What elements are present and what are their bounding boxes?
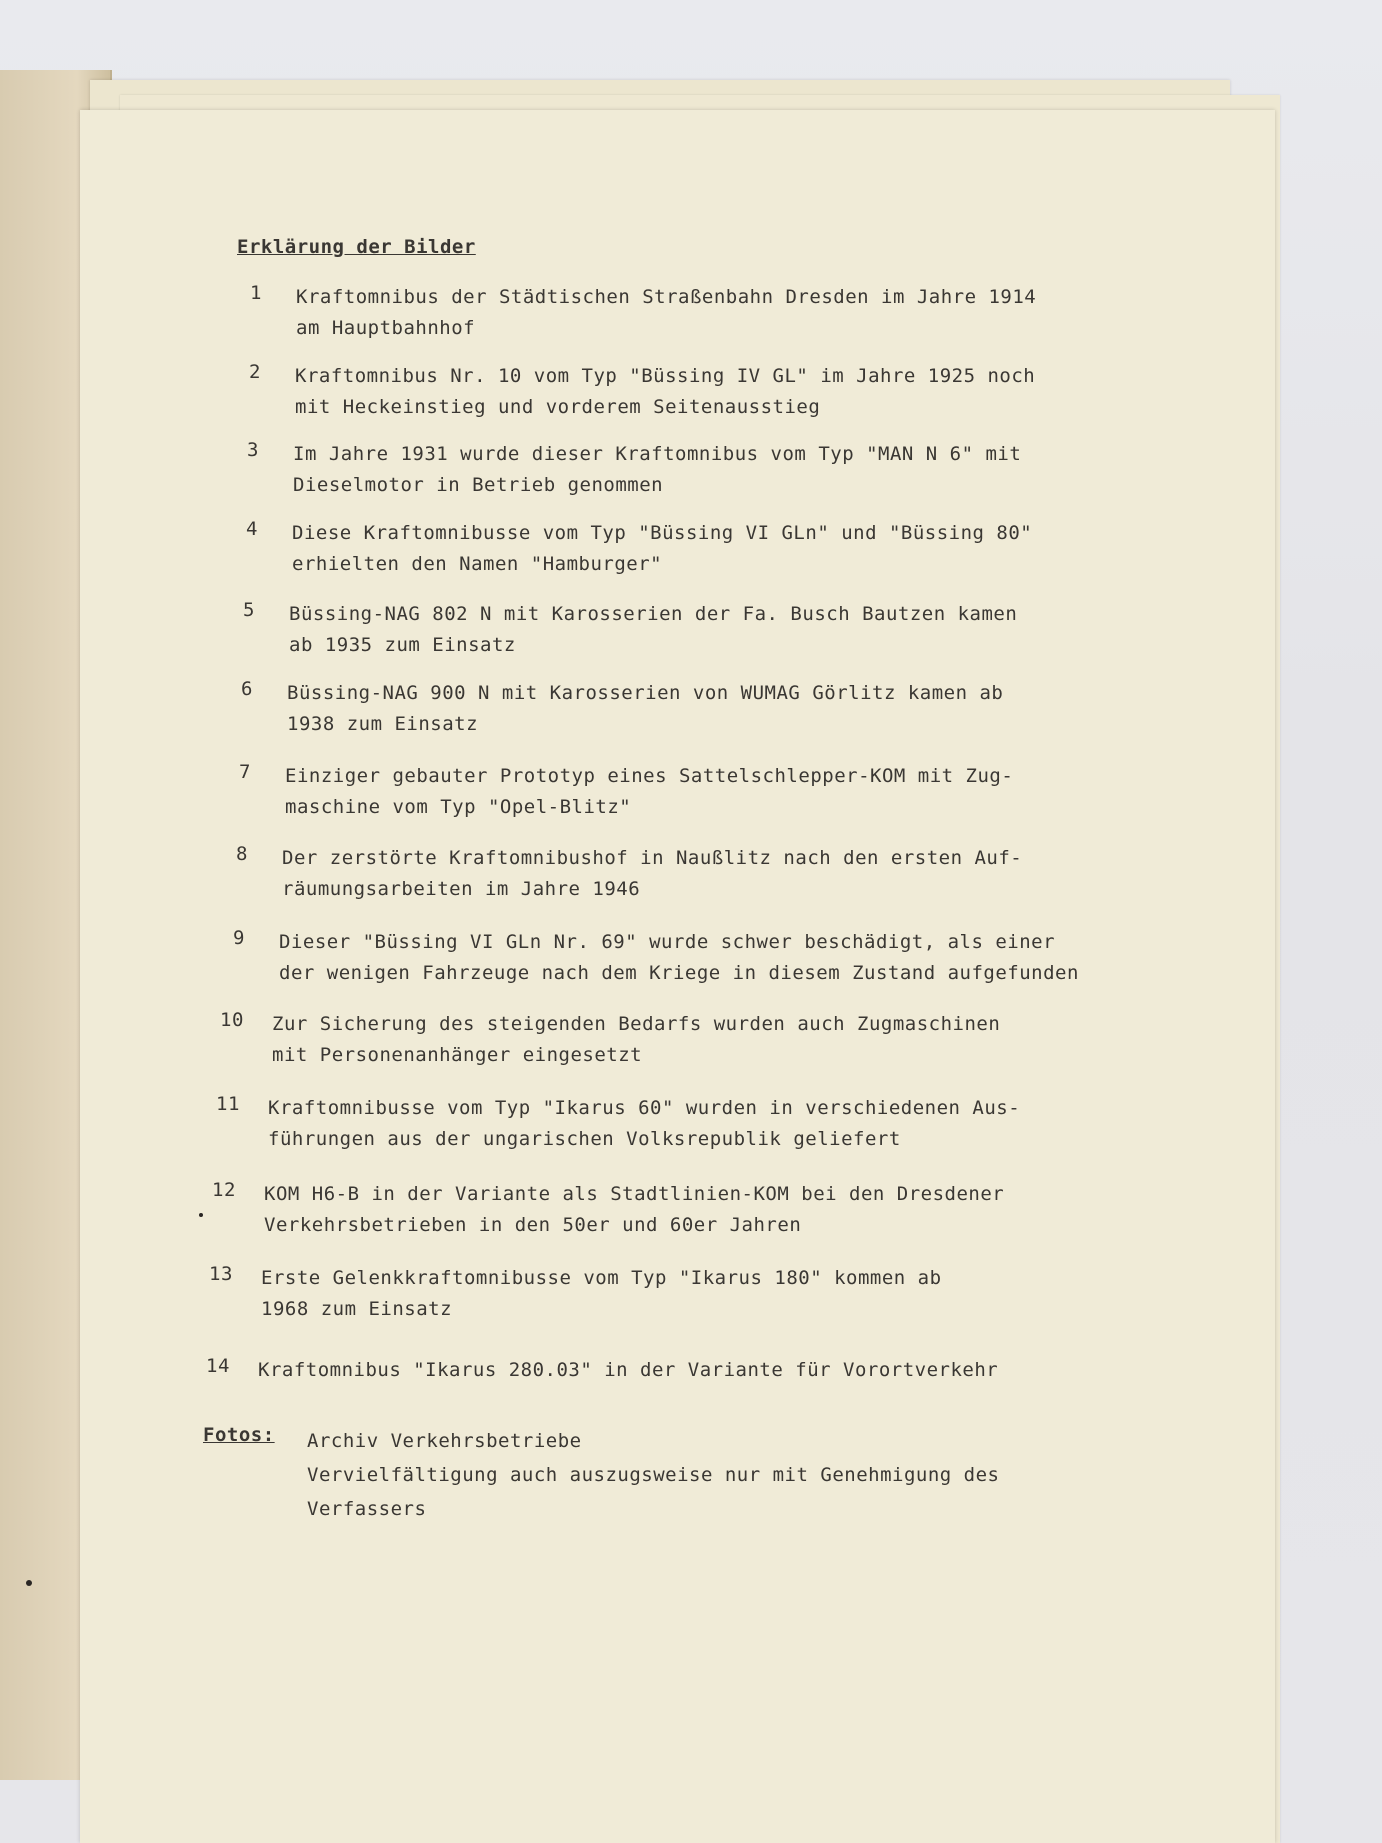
item-text [289,599,1017,661]
ink-speck [199,1213,203,1217]
item-number: 9 [233,927,245,949]
item-line-2: erhielten den Namen "Hamburger" [292,553,663,575]
item-text [295,361,1035,423]
item-text [293,439,1021,501]
item-number: 7 [239,761,251,783]
fotos-line-2: Vervielfältigung auch auszugsweise nur mit Genehmigung des [307,1464,1000,1486]
item-line-1: Kraftomnibusse vom Typ "Ikarus 60" wurden in verschiedenen Aus- [268,1097,1021,1119]
item-number: 10 [220,1009,244,1031]
item-number: 11 [216,1093,240,1115]
item-text [292,518,1032,580]
item-text [279,927,1079,989]
item-line-2: 1938 zum Einsatz [287,713,479,735]
item-line-2: räumungsarbeiten im Jahre 1946 [282,878,641,900]
item-line-2: ab 1935 zum Einsatz [289,634,516,656]
item-line-2: am Hauptbahnhof [296,317,476,339]
item-line-2: mit Personenanhänger eingesetzt [272,1044,643,1066]
item-line-2: mit Heckeinstieg und vorderem Seitenausstieg [295,396,821,418]
item-line-1: Dieser "Büssing VI GLn Nr. 69" wurde schwer beschädigt, als einer [279,931,1056,953]
item-number: 6 [241,678,253,700]
item-text [285,761,1013,823]
item-number: 5 [243,599,255,621]
item-line-2: maschine vom Typ "Opel-Blitz" [285,796,632,818]
item-number: 14 [206,1355,230,1377]
item-line-2: 1968 zum Einsatz [261,1298,453,1320]
item-number: 13 [209,1263,233,1285]
fotos-line-3: Verfassers [307,1498,427,1520]
item-text [296,282,1036,344]
item-line-1: Diese Kraftomnibusse vom Typ "Büssing VI GLn" und "Büssing 80" [292,522,1033,544]
item-line-1: Zur Sicherung des steigenden Bedarfs wurden auch Zugmaschinen [272,1013,1001,1035]
item-line-2: der wenigen Fahrzeuge nach dem Kriege in diesem Zustand aufgefunden [279,962,1079,984]
fotos-label: Fotos: [203,1424,275,1446]
item-line-1: Erste Gelenkkraftomnibusse vom Typ "Ikarus 180" kommen ab [261,1267,942,1289]
item-line-2: führungen aus der ungarischen Volksrepublik geliefert [268,1128,901,1150]
item-line-1: Kraftomnibus Nr. 10 vom Typ "Büssing IV GL" im Jahre 1925 noch [295,365,1036,387]
item-number: 3 [247,439,259,461]
fotos-text [307,1424,999,1526]
item-line-1: Der zerstörte Kraftomnibushof in Naußlitz nach den ersten Auf- [282,847,1023,869]
item-text [264,1179,1004,1241]
item-line-1: Einziger gebauter Prototyp eines Sattelschlepper-KOM mit Zug- [285,765,1014,787]
page-title: Erklärung der Bilder [237,236,476,258]
item-number: 1 [250,282,262,304]
item-text [268,1093,1020,1155]
item-line-1: Kraftomnibus der Städtischen Straßenbahn Dresden im Jahre 1914 [296,286,1037,308]
item-line-1: Kraftomnibus "Ikarus 280.03" in der Variante für Vorortverkehr [258,1359,999,1381]
item-line-1: Büssing-NAG 900 N mit Karosserien von WUMAG Görlitz kamen ab [287,682,1004,704]
item-text [272,1009,1000,1071]
item-line-1: Im Jahre 1931 wurde dieser Kraftomnibus vom Typ "MAN N 6" mit [293,443,1022,465]
ink-speck [26,1580,32,1586]
item-number: 8 [236,843,248,865]
item-number: 2 [249,361,261,383]
item-line-2: Verkehrsbetrieben in den 50er und 60er Jahren [264,1214,802,1236]
item-text [261,1263,942,1325]
item-line-1: KOM H6-B in der Variante als Stadtlinien-KOM bei den Dresdener [264,1183,1005,1205]
item-number: 12 [212,1179,236,1201]
item-text [282,843,1022,905]
item-number: 4 [246,518,258,540]
fotos-line-1: Archiv Verkehrsbetriebe [307,1430,582,1452]
item-text [258,1355,998,1386]
item-text [287,678,1003,740]
item-line-2: Dieselmotor in Betrieb genommen [293,474,664,496]
item-line-1: Büssing-NAG 802 N mit Karosserien der Fa. Busch Bautzen kamen [289,603,1018,625]
